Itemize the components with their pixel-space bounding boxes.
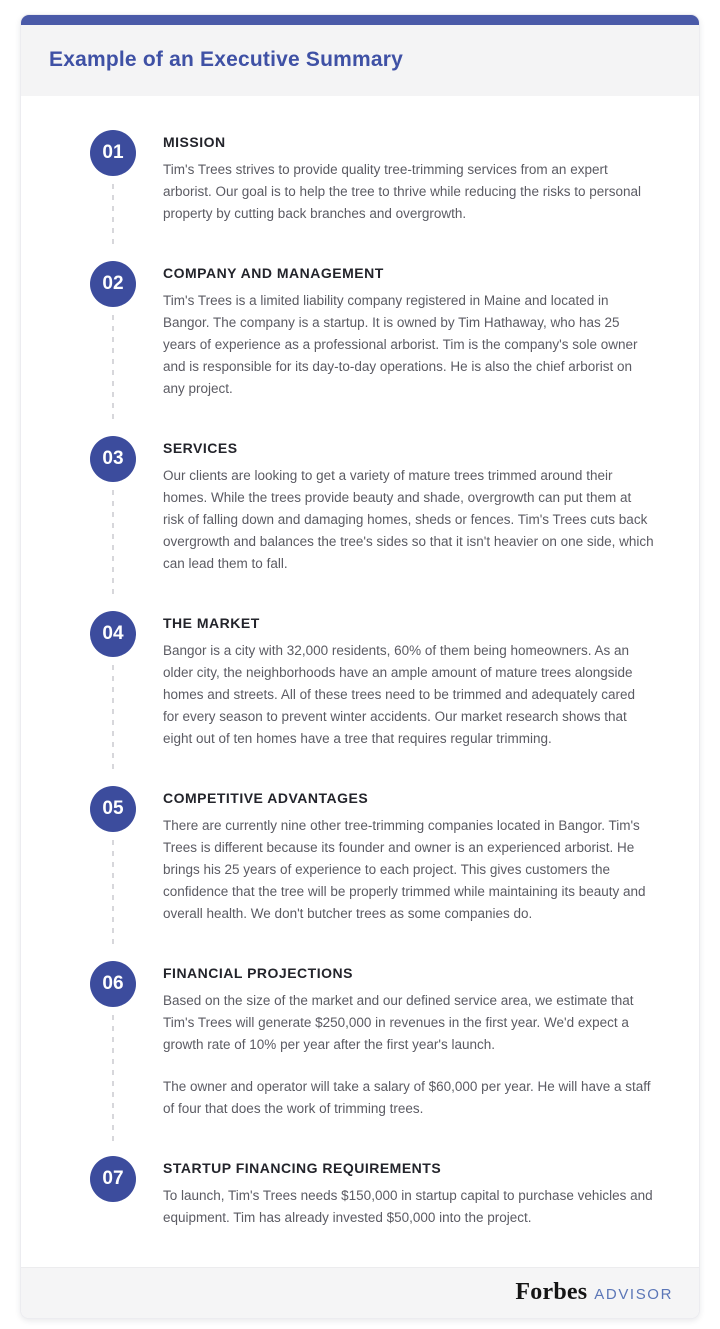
section-content [163, 784, 654, 959]
card-footer [21, 1267, 699, 1318]
section-paragraph: There are currently nine other tree-trimming companies located in Bangor. Tim's Trees is different because its founder and owner is an experienced arborist. He brings his 25 years of experience to each project. This gives customers the confidence that the tree will be properly trimmed while maintaining its beauty and overall health. We don't butcher trees as some companies do. [163, 818, 646, 921]
section-content [163, 434, 654, 609]
forbes-logo: Forbes [515, 1279, 588, 1305]
section-heading: SERVICES [163, 440, 238, 456]
section-paragraph: Based on the size of the market and our defined service area, we estimate that Tim's Trees will generate $250,000 in revenues in the first year. We'd expect a growth rate of 10% per year after the first year's launch. [163, 993, 634, 1052]
timeline-column [89, 609, 137, 784]
timeline-column [89, 259, 137, 434]
timeline-column [89, 128, 137, 259]
timeline-connector [112, 315, 114, 424]
section-content [163, 1154, 654, 1257]
section-paragraph: To launch, Tim's Trees needs $150,000 in startup capital to purchase vehicles and equipment. Tim has already invested $50,000 into the project. [163, 1188, 653, 1225]
section-heading: COMPETITIVE ADVANTAGES [163, 790, 369, 806]
timeline-connector [112, 665, 114, 774]
step-number-badge: 01 [90, 130, 136, 176]
summary-section [89, 259, 654, 434]
summary-section [89, 1154, 654, 1257]
section-content [163, 609, 654, 784]
section-paragraphs [163, 1185, 654, 1229]
timeline-connector [112, 490, 114, 599]
section-paragraph: Bangor is a city with 32,000 residents, 60% of them being homeowners. As an older city, the neighborhoods have an ample amount of mature trees alongside homes and streets. All of these trees need to be trimmed and adequately cared for every season to prevent winter accidents. Our market research shows that eight out of ten homes have a tree that requires regular trimming. [163, 643, 636, 746]
timeline-column [89, 784, 137, 959]
section-paragraphs [163, 990, 654, 1120]
section-paragraphs [163, 465, 654, 575]
timeline-connector [112, 840, 114, 949]
section-heading: THE MARKET [163, 615, 260, 631]
summary-section [89, 959, 654, 1154]
section-paragraphs [163, 815, 654, 925]
section-heading: MISSION [163, 134, 226, 150]
timeline-column [89, 434, 137, 609]
step-number-badge: 02 [90, 261, 136, 307]
sections-list [21, 96, 699, 1267]
section-paragraph: Tim's Trees strives to provide quality tree-trimming services from an expert arborist. Our goal is to help the tree to thrive while reducing the risks to personal property by cutting back branches and overgrowth. [163, 162, 641, 221]
section-heading: FINANCIAL PROJECTIONS [163, 965, 353, 981]
executive-summary-card [20, 14, 700, 1319]
timeline-connector [112, 184, 114, 249]
card-header [21, 25, 699, 96]
page-title: Example of an Executive Summary [49, 48, 404, 71]
step-number-badge: 03 [90, 436, 136, 482]
section-heading: STARTUP FINANCING REQUIREMENTS [163, 1160, 442, 1176]
section-paragraph: Our clients are looking to get a variety of mature trees trimmed around their homes. While the trees provide beauty and shade, overgrowth can put them at risk of falling down and damaging homes, sheds or fences. Tim's Trees cuts back overgrowth and balances the tree's sides so that it isn't heavier on one side, which can lead them to fall. [163, 468, 654, 571]
timeline-connector [112, 1015, 114, 1144]
accent-top-bar [21, 15, 699, 25]
section-paragraphs [163, 640, 654, 750]
summary-section [89, 784, 654, 959]
summary-section [89, 609, 654, 784]
section-content [163, 128, 654, 259]
step-number-badge: 07 [90, 1156, 136, 1202]
summary-section [89, 434, 654, 609]
section-paragraph: The owner and operator will take a salary of $60,000 per year. He will have a staff of four that does the work of trimming trees. [163, 1079, 651, 1116]
section-content [163, 959, 654, 1154]
section-paragraphs [163, 159, 654, 225]
timeline-column [89, 1154, 137, 1257]
step-number-badge: 06 [90, 961, 136, 1007]
timeline-column [89, 959, 137, 1154]
step-number-badge: 05 [90, 786, 136, 832]
section-paragraph: Tim's Trees is a limited liability company registered in Maine and located in Bangor. The company is a startup. It is owned by Tim Hathaway, who has 25 years of experience as a professional arborist. Tim is the company's sole owner and is responsible for its day-to-day operations. He is also the chief arborist on any project. [163, 293, 638, 396]
section-paragraphs [163, 290, 654, 400]
step-number-badge: 04 [90, 611, 136, 657]
advisor-logo-text: ADVISOR [594, 1286, 673, 1303]
section-content [163, 259, 654, 434]
summary-section [89, 128, 654, 259]
section-heading: COMPANY AND MANAGEMENT [163, 265, 384, 281]
